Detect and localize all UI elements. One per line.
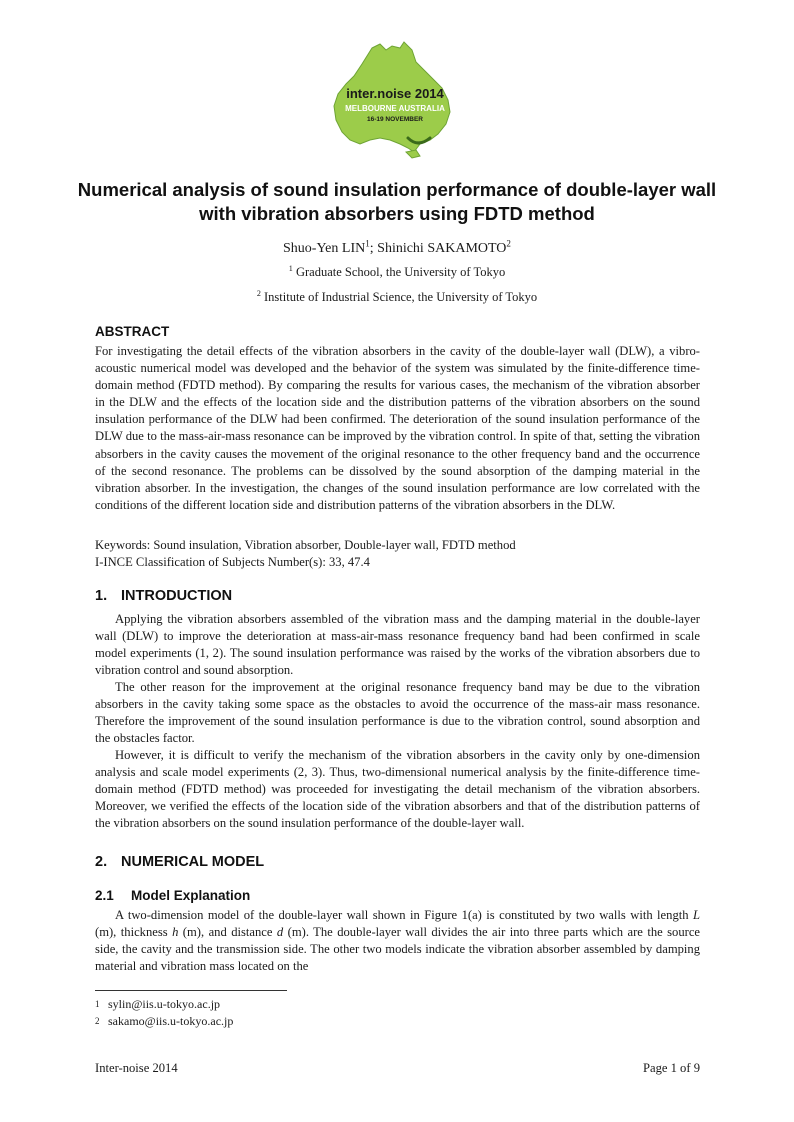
- section-heading-introduction: [95, 588, 232, 604]
- text-run: (m). The double-layer wall divides the air into three parts which are the source side, the cavity and the transmission side. The other two models indicate the vibration absorber assembled by damping material and vibration mass located on the: [95, 925, 701, 974]
- affiliation-text: Graduate School, the University of Tokyo: [295, 265, 506, 279]
- subsection-heading: [95, 888, 250, 903]
- affiliation-text: Institute of Industrial Science, the University of Tokyo: [264, 290, 538, 304]
- author-separator: ;: [369, 241, 378, 256]
- classification: I-INCE Classification of Subjects Number(s): 33, 47.4: [95, 555, 370, 569]
- footnote: [95, 1014, 233, 1029]
- paragraph: [95, 907, 700, 975]
- author-affiliation-mark: 1: [365, 238, 370, 249]
- footnote-mark: 1: [95, 999, 100, 1009]
- svg-text:inter.noise 2014: inter.noise 2014: [346, 86, 444, 101]
- page-number: Page 1 of 9: [642, 1061, 700, 1075]
- footnote-email: sakamo@iis.u-tokyo.ac.jp: [108, 1014, 234, 1028]
- subsection-number: 2.1: [95, 888, 114, 903]
- conference-logo: [320, 40, 470, 162]
- variable: d: [276, 925, 284, 940]
- svg-text:16-19 NOVEMBER: 16-19 NOVEMBER: [367, 116, 423, 123]
- svg-text:MELBOURNE AUSTRALIA: MELBOURNE AUSTRALIA: [345, 104, 445, 113]
- australia-map-icon: [320, 40, 470, 162]
- text-run: A two-dimension model of the double-layer wall shown in Figure 1(a) is constituted by two walls with length: [115, 908, 693, 922]
- abstract-heading: ABSTRACT: [95, 324, 170, 339]
- keywords-block: [95, 537, 700, 571]
- variable: h: [172, 925, 179, 940]
- abstract-text: For investigating the detail effects of the vibration absorbers in the cavity of the double-layer wall (DLW), a vibro-acoustic numerical model was developed and the behavior of the system was simulated by the finite-difference time-domain method (FDTD method). By comparing the results for various cases, the mechanism of the vibration absorber in the DLW and the effects of the location side and the distribution patterns of the vibration absorbers on the sound insulation performance of the DLW had been confirmed. The deterioration of the sound insulation performance of the DLW due to the mass-air-mass resonance can be improved by the vibration control. In spite of that, setting the vibration absorbers in the cavity causes the movement of the original resonance to the other frequency band and the occurrence of the second resonance. The problems can be dissolved by the sound absorption of the damping material in the vibration absorber. In the investigation, the changes of the sound insulation performance are low correlated with the conditions of the different location side and distribution patterns of the vibration absorbers in the DLW.: [95, 344, 700, 512]
- keywords: Keywords: Sound insulation, Vibration absorber, Double-layer wall, FDTD method: [95, 538, 516, 552]
- variable: L: [692, 908, 700, 922]
- affiliation: [0, 264, 794, 280]
- paragraph: However, it is difficult to verify the mechanism of the vibration absorbers in the cavity only by one-dimension analysis and scale model experiments (2, 3). Thus, two-dimensional numerical analysis by the finite-difference time-domain method (FDTD method) was proceeded for investigating the detail mechanism of the vibration absorbers. Moreover, we verified the effects of the location side of the vibration absorbers and that of the distribution patterns of the vibration absorbers on the sound insulation performance of the double-layer wall.: [95, 748, 700, 831]
- author-name: Shinichi SAKAMOTO: [377, 241, 507, 256]
- affiliation-mark: 1: [288, 263, 293, 273]
- section-title: NUMERICAL MODEL: [121, 854, 265, 870]
- author-name: Shuo-Yen LIN: [283, 241, 366, 256]
- footnote-divider: [95, 990, 287, 991]
- section-number: 1.: [95, 588, 108, 604]
- subsection-title: Model Explanation: [131, 888, 251, 903]
- section-title: INTRODUCTION: [121, 588, 233, 604]
- paper-title: Numerical analysis of sound insulation performance of double-layer wall with vibration absorbers using FDTD method: [77, 179, 717, 224]
- text-run: (m), thickness: [95, 925, 173, 940]
- footnote: [95, 997, 220, 1012]
- paragraph: The other reason for the improvement at the original resonance frequency band may be due to the vibration absorbers in the cavity taking some space as the obstacles to avoid the occurrence of the mass-air mass resonance. Therefore the improvement of the sound insulation performance is due to the vibration control, sound absorption and the obstacles factor.: [95, 680, 700, 746]
- author-affiliation-mark: 2: [506, 238, 511, 249]
- footnote-email: sylin@iis.u-tokyo.ac.jp: [108, 997, 221, 1011]
- affiliation-mark: 2: [256, 288, 261, 298]
- paragraph: Applying the vibration absorbers assembled of the vibration mass and the damping material in the double-layer wall (DLW) to improve the deterioration at mass-air-mass resonance frequency band had been confirmed in scale model experiments (1, 2). The sound insulation performance was raised by the works of the vibration absorbers due to vibration control and sound absorption.: [95, 612, 700, 678]
- footnote-mark: 2: [95, 1016, 100, 1026]
- author-list: [0, 240, 794, 258]
- text-run: (m), and distance: [178, 925, 277, 940]
- section-heading-numerical-model: [95, 854, 264, 870]
- footer-conference: Inter-noise 2014: [95, 1061, 178, 1075]
- affiliation: [0, 289, 794, 305]
- section-number: 2.: [95, 854, 108, 870]
